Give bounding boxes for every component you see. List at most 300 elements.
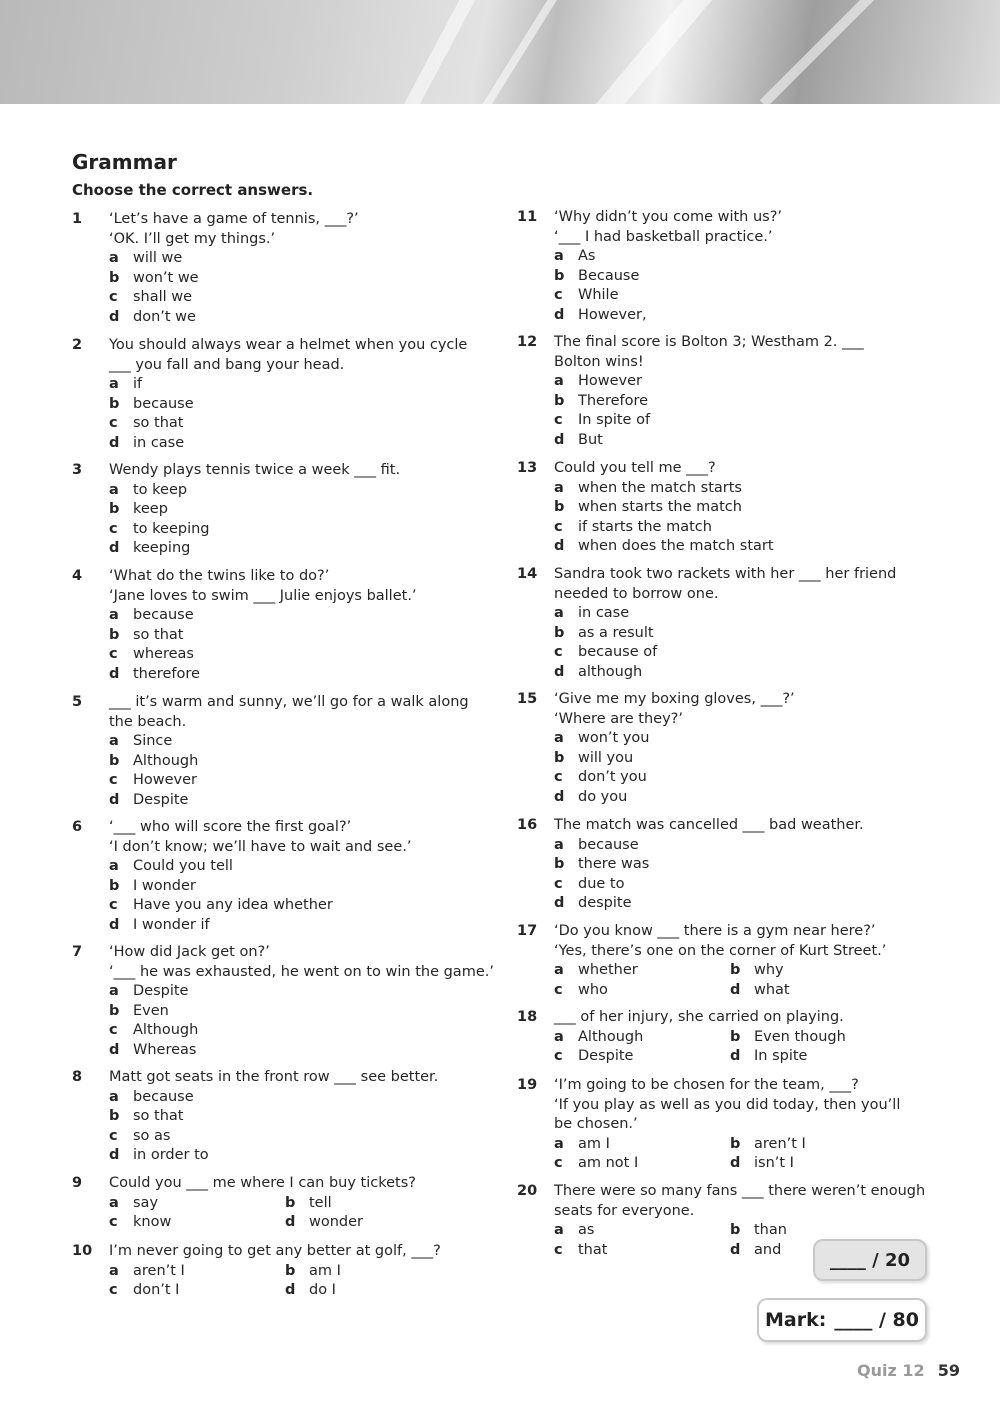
question — [72, 461, 400, 559]
option-letter: d — [554, 788, 565, 805]
answer-option[interactable] — [109, 1281, 279, 1301]
option-text: so as — [133, 1127, 171, 1144]
answer-option[interactable] — [109, 645, 417, 665]
option-text: there was — [578, 856, 650, 872]
option-letter: c — [109, 520, 118, 537]
mark-total: 80 — [892, 1309, 919, 1331]
answer-options — [554, 836, 864, 914]
answer-option[interactable] — [554, 267, 782, 287]
answer-option[interactable] — [109, 1262, 279, 1282]
answer-option[interactable] — [554, 981, 724, 1001]
option-letter: b — [554, 499, 565, 515]
answer-option[interactable] — [554, 643, 896, 663]
option-letter: a — [554, 1135, 564, 1152]
option-letter: a — [554, 248, 564, 264]
answer-option[interactable] — [554, 961, 724, 981]
option-letter: a — [109, 733, 119, 749]
option-letter: c — [109, 415, 118, 431]
question — [72, 943, 494, 1060]
option-letter: d — [730, 1155, 741, 1171]
question — [517, 1076, 900, 1174]
option-letter: a — [109, 983, 119, 999]
answer-option[interactable] — [285, 1213, 455, 1233]
answer-option[interactable] — [554, 768, 795, 788]
option-text: although — [578, 663, 643, 680]
option-letter: c — [554, 769, 563, 785]
answer-options — [109, 481, 400, 559]
option-text: when the match starts — [578, 479, 742, 496]
option-text: Have you any idea whether — [133, 897, 333, 913]
question-number: 4 — [72, 568, 83, 584]
answer-option[interactable] — [554, 1135, 724, 1155]
question — [72, 818, 411, 935]
answer-option[interactable] — [109, 1002, 494, 1022]
option-letter: a — [109, 1194, 119, 1211]
question-number: 20 — [517, 1183, 538, 1199]
answer-option[interactable] — [109, 434, 467, 454]
option-text: whereas — [133, 646, 194, 662]
answer-option[interactable] — [730, 1135, 900, 1155]
question-number: 19 — [517, 1077, 538, 1093]
question — [72, 1068, 438, 1166]
answer-option[interactable] — [109, 626, 417, 646]
answer-option[interactable] — [109, 414, 467, 434]
question-text: the beach. — [109, 713, 187, 730]
answer-option[interactable] — [554, 537, 774, 557]
option-letter: c — [109, 772, 118, 788]
option-text: Whereas — [133, 1041, 197, 1058]
question-text: ‘How did Jack get on?’ — [109, 944, 270, 960]
option-text: isn’t I — [754, 1155, 794, 1171]
answer-option[interactable] — [109, 1213, 279, 1233]
question — [517, 922, 886, 1000]
option-text: whether — [578, 962, 638, 978]
page-footer — [857, 1361, 960, 1380]
option-text: am I — [578, 1135, 610, 1152]
answer-option[interactable] — [109, 791, 469, 811]
answer-option[interactable] — [554, 663, 896, 683]
answer-option[interactable] — [730, 961, 900, 981]
answer-option[interactable] — [285, 1262, 455, 1282]
option-text: as a result — [578, 624, 654, 641]
option-text: because — [133, 1088, 194, 1105]
question-text: ‘___ I had basketball practice.’ — [554, 228, 773, 245]
answer-option[interactable] — [554, 1241, 724, 1261]
option-text: Could you tell — [133, 858, 233, 874]
answer-options — [554, 372, 864, 450]
option-text: However — [133, 772, 198, 788]
question-number: 16 — [517, 817, 538, 833]
answer-option[interactable] — [109, 916, 411, 936]
option-letter: d — [109, 1041, 120, 1058]
answer-option[interactable] — [109, 606, 417, 626]
answer-option[interactable] — [554, 624, 896, 644]
answer-option[interactable] — [109, 269, 359, 289]
option-letter: b — [109, 269, 120, 286]
question-text: ‘___ who will score the first goal?’ — [109, 819, 352, 835]
option-letter: d — [285, 1214, 296, 1230]
question — [72, 1242, 441, 1301]
option-text: in case — [133, 434, 185, 451]
option-letter: d — [109, 916, 120, 933]
question-text: ‘Give me my boxing gloves, ___?’ — [554, 691, 795, 707]
option-letter: d — [554, 538, 565, 554]
answer-options — [109, 1194, 416, 1233]
answer-option[interactable] — [285, 1281, 455, 1301]
option-text: aren’t I — [754, 1135, 806, 1152]
answer-option[interactable] — [554, 372, 864, 392]
question — [517, 565, 896, 682]
question — [517, 333, 864, 450]
option-text: wonder — [309, 1214, 364, 1230]
answer-option[interactable] — [109, 1107, 438, 1127]
question — [517, 816, 864, 914]
score-blank[interactable]: ____ — [829, 1249, 866, 1271]
answer-option[interactable] — [554, 431, 864, 451]
option-text: to keeping — [133, 520, 210, 537]
option-letter: c — [554, 412, 563, 428]
option-letter: b — [554, 392, 565, 409]
mark-blank[interactable]: ____ — [834, 1309, 873, 1331]
answer-option[interactable] — [554, 1047, 724, 1067]
answer-option[interactable] — [109, 481, 400, 501]
option-text: say — [133, 1194, 159, 1211]
option-text: do you — [578, 788, 628, 805]
option-text: when does the match start — [578, 538, 774, 554]
option-letter: d — [109, 434, 120, 451]
option-letter: a — [554, 1222, 564, 1238]
option-text: despite — [578, 895, 632, 911]
question-text: be chosen.’ — [554, 1116, 638, 1132]
question — [517, 208, 782, 325]
answer-option[interactable] — [554, 749, 795, 769]
answer-option[interactable] — [554, 788, 795, 808]
option-text: because — [133, 607, 194, 623]
answer-option[interactable] — [554, 729, 795, 749]
option-letter: b — [730, 1028, 741, 1045]
option-text: what — [754, 981, 790, 998]
option-text: due to — [578, 875, 625, 892]
question-number: 12 — [517, 334, 538, 350]
option-text: Since — [133, 733, 173, 749]
question-text: ‘Where are they?’ — [554, 710, 683, 727]
question-text: ‘___ he was exhausted, he went on to win the game.’ — [109, 963, 494, 980]
option-text: as — [578, 1222, 595, 1238]
answer-option[interactable] — [554, 286, 782, 306]
answer-option[interactable] — [109, 1194, 279, 1214]
option-text: In spite — [754, 1048, 808, 1064]
answer-option[interactable] — [730, 1028, 900, 1048]
option-letter: b — [285, 1194, 296, 1211]
question-number: 6 — [72, 819, 83, 835]
question-text: ‘Yes, there’s one on the corner of Kurt Street.’ — [554, 942, 887, 959]
option-letter: d — [554, 895, 565, 911]
answer-option[interactable] — [109, 1021, 494, 1041]
option-letter: b — [109, 626, 120, 643]
option-text: keeping — [133, 540, 191, 556]
question-text: ‘Do you know ___ there is a gym near here?’ — [554, 923, 876, 939]
option-letter: c — [554, 1048, 563, 1064]
answer-options — [109, 375, 467, 453]
page-number: 59 — [937, 1361, 960, 1380]
answer-option[interactable] — [109, 520, 400, 540]
question-text: There were so many fans ___ there weren’t enough — [554, 1183, 926, 1199]
option-letter: a — [554, 962, 564, 978]
question-text: You should always wear a helmet when you cycle — [109, 337, 468, 353]
answer-option[interactable] — [554, 875, 864, 895]
option-letter: b — [109, 1002, 120, 1019]
option-letter: b — [109, 501, 120, 517]
option-text: why — [754, 962, 784, 978]
header-banner — [0, 0, 1000, 104]
option-text: than — [754, 1222, 787, 1238]
option-text: do I — [309, 1282, 336, 1298]
answer-options — [554, 1028, 844, 1067]
question-text: ___ you fall and bang your head. — [109, 356, 345, 373]
option-letter: b — [554, 856, 565, 872]
answer-options — [109, 732, 469, 810]
question-text: ___ it’s warm and sunny, we’ll go for a walk along — [109, 694, 469, 710]
question-text: Wendy plays tennis twice a week ___ fit. — [109, 462, 401, 478]
answer-option[interactable] — [554, 247, 782, 267]
option-text: Because — [578, 267, 640, 284]
answer-options — [109, 1262, 441, 1301]
option-letter: c — [109, 646, 118, 662]
answer-option[interactable] — [109, 375, 467, 395]
option-text: if starts the match — [578, 518, 712, 535]
option-letter: b — [554, 749, 565, 766]
answer-option[interactable] — [554, 894, 864, 914]
question-number: 8 — [72, 1069, 83, 1085]
option-letter: d — [554, 431, 565, 448]
question-text: I’m never going to get any better at golf, ___? — [109, 1243, 441, 1259]
answer-option[interactable] — [554, 479, 742, 499]
question-text: ‘What do the twins like to do?’ — [109, 568, 330, 584]
option-text: tell — [309, 1194, 332, 1211]
answer-option[interactable] — [109, 896, 411, 916]
answer-option[interactable] — [730, 1221, 900, 1241]
answer-options — [109, 606, 417, 684]
option-letter: a — [109, 607, 119, 623]
option-text: Even — [133, 1002, 169, 1019]
option-text: in order to — [133, 1147, 209, 1163]
answer-option[interactable] — [730, 1154, 900, 1174]
option-letter: d — [109, 1147, 120, 1163]
answer-option[interactable] — [554, 1028, 724, 1048]
option-text: because — [578, 836, 639, 853]
question-text: ‘Why didn’t you come with us?’ — [554, 209, 783, 225]
answer-option[interactable] — [109, 395, 467, 415]
question-number: 7 — [72, 944, 83, 960]
option-letter: b — [109, 877, 120, 894]
option-letter: a — [109, 1262, 119, 1279]
option-text: keep — [133, 501, 168, 517]
answer-option[interactable] — [109, 771, 469, 791]
question-text: ‘I’m going to be chosen for the team, ___? — [554, 1077, 859, 1093]
question-text: Bolton wins! — [554, 353, 644, 370]
question-number: 2 — [72, 337, 83, 353]
option-text: don’t you — [578, 769, 647, 785]
question-text: ‘OK. I’ll get my things.’ — [109, 230, 276, 247]
answer-option[interactable] — [109, 1146, 438, 1166]
answer-option[interactable] — [109, 249, 359, 269]
option-letter: d — [109, 665, 120, 682]
answer-option[interactable] — [109, 665, 417, 685]
answer-option[interactable] — [109, 288, 359, 308]
option-text: don’t we — [133, 308, 196, 325]
option-text: Although — [133, 752, 199, 769]
answer-options — [554, 604, 896, 682]
question — [72, 336, 467, 453]
option-text: and — [754, 1241, 782, 1258]
option-letter: c — [109, 1214, 118, 1230]
option-letter: c — [109, 1022, 118, 1038]
question-number: 11 — [517, 209, 538, 225]
mark-label: Mark — [765, 1309, 819, 1331]
answer-option[interactable] — [730, 981, 900, 1001]
quiz-label: Quiz 12 — [857, 1361, 925, 1380]
question — [72, 1174, 416, 1233]
answer-option[interactable] — [554, 1221, 724, 1241]
answer-options — [554, 729, 795, 807]
answer-option[interactable] — [109, 752, 469, 772]
option-letter: c — [554, 1241, 563, 1258]
answer-option[interactable] — [109, 877, 411, 897]
option-letter: d — [109, 791, 120, 808]
option-text: shall we — [133, 289, 193, 305]
answer-option[interactable] — [554, 306, 782, 326]
option-letter: c — [109, 1127, 118, 1144]
answer-option[interactable] — [285, 1194, 455, 1214]
question — [72, 210, 359, 327]
answer-options — [109, 1088, 438, 1166]
answer-option[interactable] — [109, 539, 400, 559]
option-text: so that — [133, 1108, 184, 1124]
answer-option[interactable] — [109, 308, 359, 328]
option-letter: c — [554, 981, 563, 998]
option-letter: c — [554, 1155, 563, 1171]
option-text: to keep — [133, 481, 188, 498]
option-text: While — [578, 287, 619, 303]
answer-option[interactable] — [554, 1154, 724, 1174]
option-letter: b — [730, 1135, 741, 1152]
answer-options — [554, 1135, 900, 1174]
answer-options — [109, 982, 494, 1060]
option-text: who — [578, 981, 608, 998]
total-mark-box — [757, 1298, 927, 1342]
question-text: The match was cancelled ___ bad weather. — [554, 817, 864, 833]
option-letter: d — [730, 981, 741, 998]
question — [517, 690, 795, 807]
option-text: Even though — [754, 1028, 846, 1045]
option-letter: d — [730, 1048, 741, 1064]
answer-option[interactable] — [554, 855, 864, 875]
option-letter: d — [109, 308, 120, 325]
answer-option[interactable] — [554, 604, 896, 624]
option-text: when starts the match — [578, 499, 742, 515]
question-number: 3 — [72, 462, 83, 478]
answer-option[interactable] — [554, 411, 864, 431]
option-letter: b — [109, 752, 120, 769]
option-text: However — [578, 373, 643, 389]
option-letter: a — [109, 376, 119, 392]
question-number: 15 — [517, 691, 538, 707]
option-letter: a — [554, 836, 564, 853]
answer-option[interactable] — [730, 1047, 900, 1067]
option-letter: b — [730, 1222, 741, 1238]
option-text: because of — [578, 644, 658, 660]
option-letter: a — [554, 730, 564, 746]
question-number: 5 — [72, 694, 83, 710]
answer-option[interactable] — [109, 857, 411, 877]
option-text: Despite — [578, 1048, 634, 1064]
answer-option[interactable] — [554, 836, 864, 856]
question-text: Could you tell me ___? — [554, 460, 716, 476]
option-text: Although — [578, 1028, 644, 1045]
option-letter: a — [109, 481, 119, 498]
option-text: don’t I — [133, 1282, 180, 1298]
option-text: if — [133, 376, 143, 392]
option-text: therefore — [133, 665, 200, 682]
question-text: Matt got seats in the front row ___ see better. — [109, 1069, 439, 1085]
option-text: am I — [309, 1262, 341, 1279]
option-letter: a — [554, 1028, 564, 1045]
answer-option[interactable] — [109, 732, 469, 752]
answer-option[interactable] — [554, 392, 864, 412]
answer-option[interactable] — [109, 1041, 494, 1061]
score-separator: / — [865, 1249, 886, 1271]
answer-options — [109, 857, 411, 935]
answer-options — [554, 247, 782, 325]
option-letter: a — [109, 858, 119, 874]
option-letter: c — [109, 897, 118, 913]
question-text: seats for everyone. — [554, 1202, 695, 1219]
question-text: needed to borrow one. — [554, 585, 719, 602]
question-text: ‘Jane loves to swim ___ Julie enjoys ballet.’ — [109, 587, 417, 604]
option-letter: d — [554, 663, 565, 680]
question-text: ‘If you play as well as you did today, then you’ll — [554, 1096, 901, 1113]
option-text: I wonder if — [133, 916, 210, 933]
option-text: that — [578, 1241, 608, 1258]
option-text: Therefore — [578, 392, 649, 409]
section-title: Grammar — [72, 150, 177, 174]
option-text: In spite of — [578, 412, 651, 428]
option-letter: b — [285, 1262, 296, 1279]
option-text: won’t you — [578, 730, 650, 746]
answer-option[interactable] — [554, 498, 742, 518]
option-text: However, — [578, 306, 647, 323]
question — [517, 459, 774, 557]
question-text: ‘Let’s have a game of tennis, ___?’ — [109, 211, 359, 227]
option-letter: b — [109, 395, 120, 412]
question-number: 14 — [517, 566, 538, 582]
option-text: so that — [133, 626, 184, 643]
answer-option[interactable] — [109, 1127, 438, 1147]
instruction: Choose the correct answers. — [72, 181, 314, 199]
answer-option[interactable] — [109, 1088, 438, 1108]
option-letter: d — [730, 1241, 741, 1258]
option-text: in case — [578, 605, 630, 621]
answer-option[interactable] — [554, 518, 716, 538]
answer-option[interactable] — [109, 982, 494, 1002]
answer-option[interactable] — [109, 500, 400, 520]
question-number: 17 — [517, 923, 538, 939]
option-letter: a — [554, 605, 564, 621]
option-text: will you — [578, 749, 634, 766]
option-letter: c — [554, 644, 563, 660]
option-text: so that — [133, 415, 184, 431]
question — [517, 1008, 844, 1067]
